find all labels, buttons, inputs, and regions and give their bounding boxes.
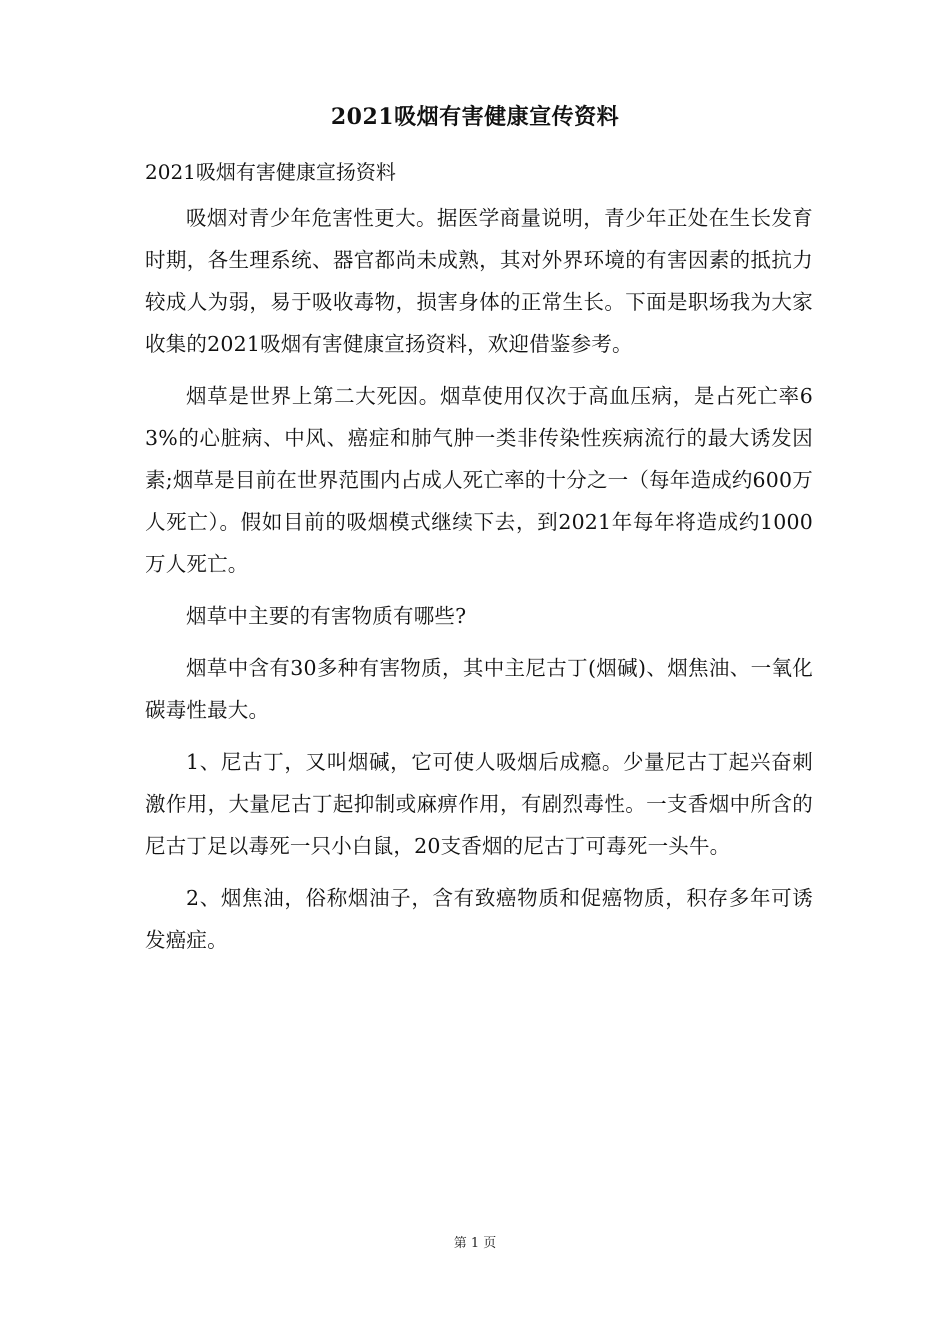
paragraph: 1、尼古丁，又叫烟碱，它可使人吸烟后成瘾。少量尼古丁起兴奋刺激作用，大量尼古丁起抑制或麻痹作用，有剧烈毒性。一支香烟中所含的尼古丁足以毒死一只小白鼠，20支香烟的尼古丁可毒死一头牛。 xyxy=(145,750,813,858)
document-title: 2021吸烟有害健康宣传资料 xyxy=(330,104,620,130)
paragraph: 烟草中含有30多种有害物质，其中主尼古丁(烟碱)、烟焦油、一氧化碳毒性最大。 xyxy=(145,656,813,722)
paragraph: 2、烟焦油，俗称烟油子，含有致癌物质和促癌物质，积存多年可诱发癌症。 xyxy=(145,886,813,952)
document-body xyxy=(145,197,813,971)
page-number: 第 1 页 xyxy=(453,1236,497,1251)
paragraph: 烟草是世界上第二大死因。烟草使用仅次于高血压病，是占死亡率63%的心脏病、中风、癌症和肺气肿一类非传染性疾病流行的最大诱发因素;烟草是目前在世界范围内占成人死亡率的十分之一（每年造成约600万人死亡）。假如目前的吸烟模式继续下去，到2021年每年将造成约1000万人死亡。 xyxy=(145,384,813,576)
paragraph: 烟草中主要的有害物质有哪些? xyxy=(186,604,467,628)
document-subtitle: 2021吸烟有害健康宣扬资料 xyxy=(145,160,396,184)
paragraph: 吸烟对青少年危害性更大。据医学商量说明，青少年正处在生长发育时期，各生理系统、器官都尚未成熟，其对外界环境的有害因素的抵抗力较成人为弱，易于吸收毒物，损害身体的正常生长。下面是职场我为大家收集的2021吸烟有害健康宣扬资料，欢迎借鉴参考。 xyxy=(145,206,813,356)
